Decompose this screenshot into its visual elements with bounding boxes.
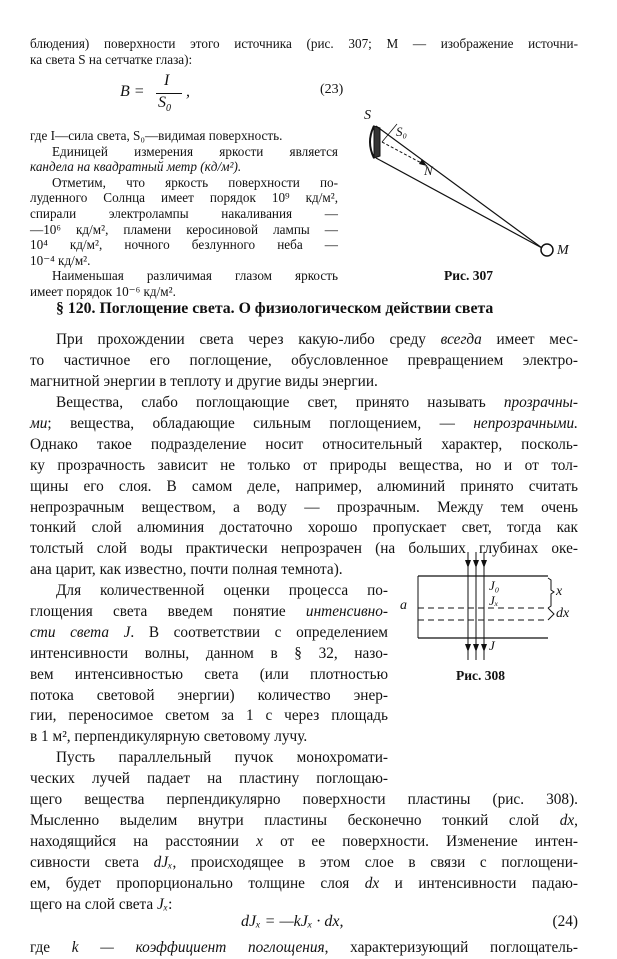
text-span: сивности света	[30, 853, 154, 871]
text-line: 10⁴ кд/м², ночного безлунного неба —	[30, 237, 338, 253]
text-line: то частичное его поглощение, обусловленное превращением электро-	[30, 351, 578, 369]
formula-lhs: B =	[120, 83, 145, 100]
paragraph-4-narrow	[30, 748, 388, 790]
text-line: Наименьшая различимая глазом яркость	[52, 268, 338, 284]
text-span: x	[256, 832, 263, 850]
text-span: ем, будет пропорционально толщине слоя	[30, 874, 365, 892]
text-span: dx	[364, 874, 380, 892]
text-line	[30, 623, 388, 644]
text-line: имеет порядок 10⁻⁶ кд/м².	[30, 283, 176, 299]
section-heading: § 120. Поглощение света. О физиологическом действии света	[56, 300, 494, 317]
text-line: —10⁶ кд/м², пламени керосиновой лампы —	[30, 221, 338, 237]
text-line: где I—сила света, S₀—видимая поверхность.	[30, 128, 283, 143]
formula-23	[120, 72, 350, 114]
text-span: глощения света введем понятие	[30, 602, 306, 620]
text-span: k — коэффициент поглощения	[71, 939, 325, 956]
text-span: Вещества, слабо поглощающие свет, принято называть	[56, 394, 504, 411]
text-span: прозрачны-	[503, 394, 578, 411]
text-line: потока световой энергии) количество энер-	[30, 686, 388, 704]
text-span: сти света J	[30, 623, 131, 641]
text-line: щего вещества перпендикулярно поверхности пластины (рис. 308).	[30, 791, 578, 808]
text-span: dJₓ	[153, 853, 173, 871]
left-column	[30, 128, 338, 300]
text-span: находящийся на расстоянии	[30, 832, 257, 850]
formula-denominator: $S_0$	[158, 94, 171, 115]
text-line	[30, 853, 578, 874]
text-line	[30, 938, 578, 959]
text-span: dx	[559, 811, 575, 829]
text-line: Однако такое подразделение носит относительный характер, посколь-	[30, 435, 578, 453]
figure-307	[352, 108, 582, 288]
text-line: ана царит, как известно, почти полная темнота).	[30, 561, 343, 579]
text-line: ческих лучей падает на пластину поглощаю-	[30, 769, 388, 787]
text-line: Для количественной оценки процесса по-	[56, 582, 388, 599]
text-line: кандела на квадратный метр (кд/м²).	[30, 159, 242, 175]
paragraph-5	[30, 938, 578, 959]
text-span: щего на слой света	[30, 895, 158, 913]
text-line: интенсивности волны, данном в § 32, назо-	[30, 644, 388, 662]
text-line: гии, переносимое светом за 1 с через площадь	[30, 707, 388, 725]
text-line: толстый слой воды практически непрозрачен (на больших глубинах оке-	[30, 540, 578, 558]
paragraph-1	[30, 330, 578, 393]
text-span: , характеризующий поглощатель-	[324, 939, 578, 956]
text-line	[30, 832, 578, 853]
label-J0: J₀	[489, 578, 500, 593]
text-span: всегда	[440, 331, 482, 348]
text-line: ку прозрачность зависит не только от природы вещества, но и от тол-	[30, 456, 578, 474]
text-line: 10⁻⁴ кд/м².	[30, 252, 91, 268]
label-M: M	[557, 243, 569, 258]
text-line: вем интенсивностью света (или плотностью	[30, 665, 388, 683]
label-x: x	[556, 584, 563, 599]
text-span: При прохождении света через какую-либо среду	[56, 331, 441, 348]
formula-24-expression: dJₓ = —kJₓ · dx,	[241, 913, 344, 930]
text-span: имеет мес-	[481, 331, 578, 348]
formula-numerator: I	[164, 72, 170, 89]
text-line: щины его слоя. В самом деле, например, алюминий принято считать	[30, 477, 578, 495]
text-line: блюдения) поверхности этого источника (рис. 307; M — изображение источни-	[30, 36, 578, 51]
text-line: спирали электролампы накаливания —	[30, 205, 338, 221]
label-S: S	[364, 108, 371, 123]
text-line: Отметим, что яркость поверхности по-	[52, 174, 338, 190]
formula-tail: ,	[186, 83, 190, 100]
text-line	[30, 874, 578, 895]
top-paragraph	[30, 36, 578, 67]
text-span: интенсивно-	[305, 602, 388, 620]
label-J: J	[489, 638, 495, 653]
text-line	[30, 602, 388, 623]
text-line: в 1 м², перпендикулярную световому лучу.	[30, 728, 308, 746]
text-line	[30, 811, 578, 832]
paragraph-4-wide	[30, 790, 578, 915]
text-span: , происходящее в этом слое в связи с поглощени-	[172, 853, 578, 871]
text-line	[30, 393, 578, 414]
label-S0: S₀	[396, 124, 408, 139]
label-dx: dx	[556, 606, 570, 621]
formula-24	[30, 913, 578, 937]
text-line: непрозрачным веществом, а воду — прозрачным. Между тем очень	[30, 498, 578, 516]
text-span: ми	[30, 414, 48, 432]
figure-308-caption: Рис. 308	[456, 668, 506, 683]
text-span: Мысленно выделим внутри пластины бесконечно тонкий слой	[30, 811, 560, 829]
text-span: :	[168, 895, 173, 913]
label-Jx: Jₓ	[489, 593, 499, 608]
text-line: ка света S на сетчатке глаза):	[30, 51, 193, 67]
text-line: магнитной энергии в теплоту и другие виды энергии.	[30, 372, 378, 390]
text-span: . В соответствии с определением	[130, 623, 388, 641]
text-span: и интенсивности падаю-	[379, 874, 579, 892]
label-N: N	[424, 163, 433, 178]
text-line	[30, 414, 578, 435]
text-line: луденного Солнца имеет порядок 10⁹ кд/м²,	[30, 190, 338, 206]
text-line: тонкий слой алюминия достаточно хорошо пропускает свет, тогда как	[30, 519, 578, 537]
label-a: a	[400, 598, 407, 613]
text-span: Jₓ	[157, 895, 169, 913]
equation-number: (23)	[320, 82, 344, 97]
equation-number: (24)	[552, 913, 578, 930]
text-span: непрозрачными.	[473, 414, 578, 432]
paragraph-3	[30, 581, 388, 748]
text-span: где	[30, 939, 72, 956]
text-line	[30, 330, 578, 351]
text-span: ; вещества, обладающие сильным поглощением, —	[47, 414, 474, 432]
text-line: Пусть параллельный пучок монохромати-	[56, 749, 388, 766]
figure-308	[398, 548, 580, 694]
figure-307-caption: Рис. 307	[444, 268, 494, 283]
figure-307-diagram	[352, 108, 582, 258]
text-span: от ее поверхности. Изменение интен-	[262, 832, 578, 850]
text-line: Единицей измерения яркости является	[52, 143, 338, 159]
text-span: ,	[574, 811, 578, 829]
